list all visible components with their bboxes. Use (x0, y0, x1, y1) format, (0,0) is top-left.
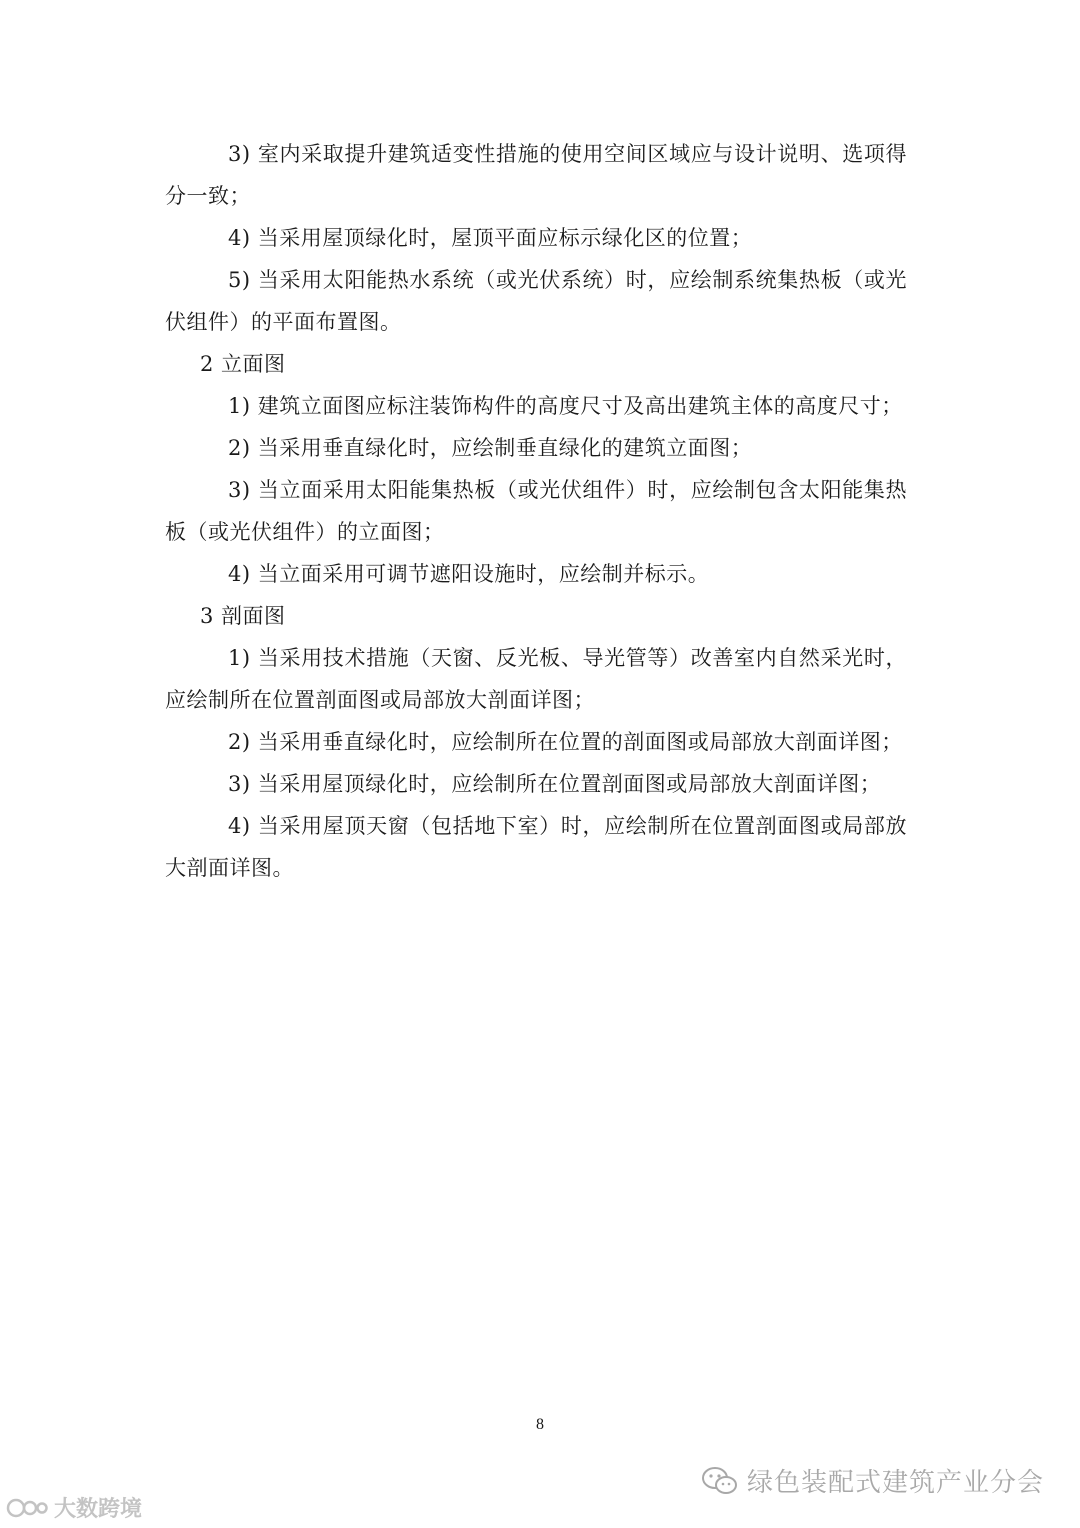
watermark-account-text: 绿色装配式建筑产业分会 (746, 1468, 1044, 1498)
watermark-brand-text: 大数跨境 (54, 1497, 143, 1522)
paragraph: 3) 当立面采用太阳能集热板（或光伏组件）时，应绘制包含太阳能集热板（或光伏组件）的立面图； (165, 478, 907, 544)
section-heading: 3 剖面图 (200, 604, 286, 628)
paragraph: 2) 当采用垂直绿化时，应绘制垂直绿化的建筑立面图； (228, 436, 753, 460)
watermark-account (701, 1462, 1044, 1499)
watermark-brand (6, 1492, 142, 1523)
paragraph: 1) 建筑立面图应标注装饰构件的高度尺寸及高出建筑主体的高度尺寸； (228, 394, 903, 418)
section-heading: 2 立面图 (200, 352, 286, 376)
paragraph: 5) 当采用太阳能热水系统（或光伏系统）时，应绘制系统集热板（或光伏组件）的平面布置图。 (165, 268, 907, 334)
paragraph: 4) 当立面采用可调节遮阳设施时，应绘制并标示。 (228, 562, 710, 586)
paragraph: 3) 室内采取提升建筑适变性措施的使用空间区域应与设计说明、选项得分一致； (165, 142, 907, 208)
paragraph: 4) 当采用屋顶绿化时，屋顶平面应标示绿化区的位置； (228, 226, 753, 250)
page-number: 8 (536, 1416, 544, 1433)
paragraph: 4) 当采用屋顶天窗（包括地下室）时，应绘制所在位置剖面图或局部放大剖面详图。 (165, 814, 907, 880)
paragraph: 3) 当采用屋顶绿化时，应绘制所在位置剖面图或局部放大剖面详图； (228, 772, 882, 796)
paragraph: 1) 当采用技术措施（天窗、反光板、导光管等）改善室内自然采光时，应绘制所在位置剖面图或局部放大剖面详图； (165, 646, 907, 712)
document-body (165, 133, 907, 889)
logo-icon (6, 1495, 50, 1521)
wechat-icon (701, 1465, 739, 1497)
paragraph: 2) 当采用垂直绿化时，应绘制所在位置的剖面图或局部放大剖面详图； (228, 730, 903, 754)
